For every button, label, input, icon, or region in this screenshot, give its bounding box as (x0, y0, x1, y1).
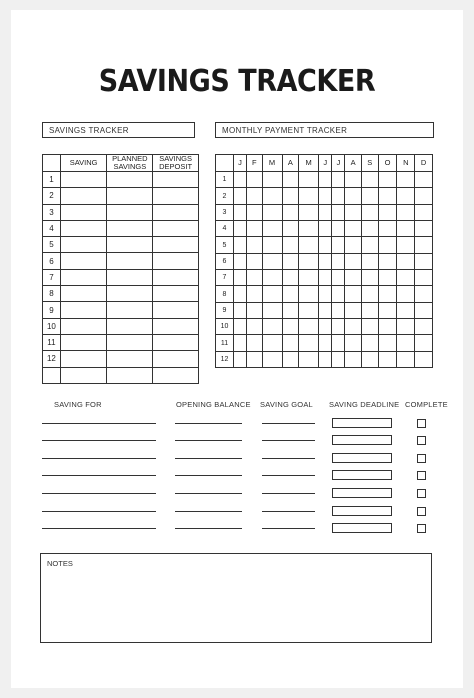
savings-row (43, 286, 199, 302)
payment-cell[interactable] (361, 237, 378, 253)
payment-cell[interactable] (247, 188, 262, 204)
payment-row (216, 270, 433, 286)
complete-checkbox[interactable] (417, 419, 426, 428)
saving-for-line[interactable] (42, 511, 156, 512)
payment-cell[interactable] (319, 253, 332, 269)
row-number-header (216, 155, 234, 172)
savings-row (43, 367, 199, 383)
savings-deposit-cell[interactable] (153, 253, 199, 269)
payment-cell[interactable] (415, 237, 433, 253)
payment-cell[interactable] (319, 237, 332, 253)
payment-cell[interactable] (234, 188, 247, 204)
row-number: 5 (43, 237, 61, 253)
payment-cell[interactable] (345, 188, 362, 204)
payment-cell[interactable] (415, 319, 433, 335)
opening-balance-line[interactable] (175, 511, 242, 512)
payment-cell[interactable] (378, 204, 397, 220)
payment-cell[interactable] (234, 221, 247, 237)
month-header: J (234, 155, 247, 172)
payment-cell[interactable] (282, 335, 299, 351)
opening-balance-label: OPENING BALANCE (176, 400, 251, 409)
payment-cell[interactable] (299, 188, 319, 204)
row-number: 1 (216, 172, 234, 188)
payment-cell[interactable] (262, 319, 282, 335)
payment-cell[interactable] (361, 221, 378, 237)
payment-cell[interactable] (299, 172, 319, 188)
month-header: M (299, 155, 319, 172)
payment-cell[interactable] (378, 270, 397, 286)
payment-cell[interactable] (299, 302, 319, 318)
saving-cell[interactable] (60, 286, 107, 302)
saving-cell[interactable] (60, 334, 107, 350)
savings-deposit-cell[interactable] (153, 188, 199, 204)
payment-row (216, 188, 433, 204)
payment-row (216, 302, 433, 318)
opening-balance-line[interactable] (175, 493, 242, 494)
payment-cell[interactable] (234, 319, 247, 335)
month-header: A (345, 155, 362, 172)
saving-deadline-field[interactable] (332, 488, 392, 498)
savings-row (43, 318, 199, 334)
payment-cell[interactable] (319, 204, 332, 220)
payment-cell[interactable] (378, 302, 397, 318)
payment-row (216, 253, 433, 269)
payment-cell[interactable] (332, 188, 345, 204)
month-header: S (361, 155, 378, 172)
month-header: M (262, 155, 282, 172)
payment-cell[interactable] (282, 319, 299, 335)
savings-table (42, 154, 199, 384)
saving-cell[interactable] (60, 188, 107, 204)
row-number: 2 (43, 188, 61, 204)
saving-for-line[interactable] (42, 423, 156, 424)
planned-savings-header: PLANNED SAVINGS (107, 155, 153, 172)
opening-balance-line[interactable] (175, 423, 242, 424)
payment-cell[interactable] (332, 237, 345, 253)
month-header: J (319, 155, 332, 172)
payment-cell[interactable] (332, 221, 345, 237)
saving-deadline-field[interactable] (332, 418, 392, 428)
payment-cell[interactable] (247, 172, 262, 188)
payment-cell[interactable] (247, 253, 262, 269)
planned-savings-cell[interactable] (107, 367, 153, 383)
payment-cell[interactable] (397, 319, 415, 335)
payment-row (216, 237, 433, 253)
savings-row (43, 220, 199, 236)
payment-cell[interactable] (332, 319, 345, 335)
saving-cell[interactable] (60, 204, 107, 220)
complete-label: COMPLETE (405, 400, 448, 409)
payment-cell[interactable] (361, 351, 378, 367)
payment-cell[interactable] (299, 270, 319, 286)
row-number: 10 (216, 319, 234, 335)
page-title: SAVINGS TRACKER (98, 64, 376, 99)
payment-cell[interactable] (282, 253, 299, 269)
payment-cell[interactable] (415, 188, 433, 204)
payment-cell[interactable] (397, 253, 415, 269)
savings-deposit-cell[interactable] (153, 269, 199, 285)
payment-cell[interactable] (415, 204, 433, 220)
payment-cell[interactable] (378, 351, 397, 367)
savings-deposit-cell[interactable] (153, 334, 199, 350)
payment-cell[interactable] (299, 286, 319, 302)
payment-row (216, 221, 433, 237)
planned-savings-cell[interactable] (107, 253, 153, 269)
row-number: 1 (43, 172, 61, 188)
payment-cell[interactable] (361, 270, 378, 286)
saving-cell[interactable] (60, 269, 107, 285)
savings-row (43, 351, 199, 367)
row-number: 3 (216, 204, 234, 220)
opening-balance-line[interactable] (175, 528, 242, 529)
payment-cell[interactable] (299, 351, 319, 367)
saving-deadline-field[interactable] (332, 470, 392, 480)
payment-cell[interactable] (247, 270, 262, 286)
payment-cell[interactable] (332, 253, 345, 269)
payment-cell[interactable] (361, 172, 378, 188)
payment-cell[interactable] (378, 237, 397, 253)
row-number: 5 (216, 237, 234, 253)
row-number: 2 (216, 188, 234, 204)
row-number: 12 (43, 351, 61, 367)
notes-box[interactable] (40, 553, 432, 643)
savings-row (43, 334, 199, 350)
month-header: D (415, 155, 433, 172)
planned-savings-cell[interactable] (107, 334, 153, 350)
payment-row (216, 286, 433, 302)
planned-savings-cell[interactable] (107, 302, 153, 318)
saving-goal-line[interactable] (262, 475, 315, 476)
payment-cell[interactable] (397, 335, 415, 351)
savings-deposit-cell[interactable] (153, 172, 199, 188)
payment-cell[interactable] (332, 335, 345, 351)
savings-row (43, 172, 199, 188)
row-number: 4 (43, 220, 61, 236)
savings-row (43, 204, 199, 220)
payment-cell[interactable] (299, 221, 319, 237)
savings-deposit-cell[interactable] (153, 302, 199, 318)
payment-cell[interactable] (378, 221, 397, 237)
payment-cell[interactable] (397, 204, 415, 220)
payment-cell[interactable] (332, 302, 345, 318)
saving-goal-line[interactable] (262, 511, 315, 512)
payment-cell[interactable] (247, 335, 262, 351)
payment-cell[interactable] (332, 270, 345, 286)
payment-cell[interactable] (378, 319, 397, 335)
saving-deadline-label: SAVING DEADLINE (329, 400, 400, 409)
payment-cell[interactable] (415, 172, 433, 188)
planned-savings-cell[interactable] (107, 188, 153, 204)
savings-row (43, 237, 199, 253)
saving-deadline-field[interactable] (332, 506, 392, 516)
payment-cell[interactable] (299, 237, 319, 253)
payment-cell[interactable] (361, 204, 378, 220)
payment-cell[interactable] (234, 172, 247, 188)
saving-goal-line[interactable] (262, 528, 315, 529)
payment-cell[interactable] (345, 302, 362, 318)
planned-savings-cell[interactable] (107, 351, 153, 367)
saving-goal-line[interactable] (262, 423, 315, 424)
payment-cell[interactable] (299, 253, 319, 269)
planned-savings-cell[interactable] (107, 318, 153, 334)
complete-checkbox[interactable] (417, 489, 426, 498)
payment-cell[interactable] (319, 351, 332, 367)
payment-cell[interactable] (345, 319, 362, 335)
savings-row (43, 302, 199, 318)
row-number: 3 (43, 204, 61, 220)
payment-cell[interactable] (361, 253, 378, 269)
savings-deposit-cell[interactable] (153, 237, 199, 253)
saving-goal-line[interactable] (262, 440, 315, 441)
planned-savings-cell[interactable] (107, 269, 153, 285)
payment-cell[interactable] (345, 270, 362, 286)
payment-cell[interactable] (282, 172, 299, 188)
row-number: 10 (43, 318, 61, 334)
payment-cell[interactable] (332, 172, 345, 188)
complete-checkbox[interactable] (417, 524, 426, 533)
planned-savings-cell[interactable] (107, 204, 153, 220)
payment-cell[interactable] (415, 286, 433, 302)
payment-cell[interactable] (282, 221, 299, 237)
savings-row (43, 253, 199, 269)
row-number: 11 (43, 334, 61, 350)
payment-cell[interactable] (345, 351, 362, 367)
saving-goal-label: SAVING GOAL (260, 400, 313, 409)
payment-cell[interactable] (332, 204, 345, 220)
row-number: 12 (216, 351, 234, 367)
saving-header: SAVING (60, 155, 107, 172)
payment-cell[interactable] (345, 253, 362, 269)
payment-cell[interactable] (282, 286, 299, 302)
payment-cell[interactable] (378, 286, 397, 302)
saving-for-label: SAVING FOR (54, 400, 102, 409)
payment-cell[interactable] (262, 188, 282, 204)
payment-cell[interactable] (415, 351, 433, 367)
complete-checkbox[interactable] (417, 471, 426, 480)
payment-cell[interactable] (262, 302, 282, 318)
payment-cell[interactable] (397, 237, 415, 253)
payment-cell[interactable] (345, 286, 362, 302)
savings-row (43, 269, 199, 285)
payment-cell[interactable] (345, 237, 362, 253)
payment-cell[interactable] (397, 270, 415, 286)
row-number: 9 (43, 302, 61, 318)
month-header: J (332, 155, 345, 172)
saving-cell[interactable] (60, 367, 107, 383)
saving-cell[interactable] (60, 220, 107, 236)
month-header: O (378, 155, 397, 172)
payment-cell[interactable] (415, 335, 433, 351)
saving-goal-line[interactable] (262, 458, 315, 459)
payment-cell[interactable] (319, 188, 332, 204)
payment-cell[interactable] (262, 172, 282, 188)
savings-row (43, 188, 199, 204)
saving-deadline-field[interactable] (332, 435, 392, 445)
complete-checkbox[interactable] (417, 454, 426, 463)
savings-deposit-cell[interactable] (153, 286, 199, 302)
payment-cell[interactable] (299, 204, 319, 220)
monthly-payment-table (215, 154, 433, 368)
payment-cell[interactable] (361, 335, 378, 351)
complete-checkbox[interactable] (417, 507, 426, 516)
payment-cell[interactable] (262, 221, 282, 237)
saving-for-line[interactable] (42, 493, 156, 494)
row-number (43, 367, 61, 383)
notes-label: NOTES (47, 559, 73, 568)
payment-cell[interactable] (361, 302, 378, 318)
payment-cell[interactable] (345, 172, 362, 188)
payment-cell[interactable] (262, 237, 282, 253)
payment-cell[interactable] (397, 172, 415, 188)
payment-cell[interactable] (299, 335, 319, 351)
saving-cell[interactable] (60, 237, 107, 253)
payment-cell[interactable] (319, 335, 332, 351)
row-number: 8 (43, 286, 61, 302)
payment-cell[interactable] (361, 188, 378, 204)
payment-cell[interactable] (282, 351, 299, 367)
saving-for-line[interactable] (42, 528, 156, 529)
planned-savings-cell[interactable] (107, 286, 153, 302)
row-number: 8 (216, 286, 234, 302)
month-header: N (397, 155, 415, 172)
payment-cell[interactable] (319, 302, 332, 318)
payment-cell[interactable] (234, 204, 247, 220)
savings-tracker-label-box: SAVINGS TRACKER (42, 122, 195, 138)
saving-cell[interactable] (60, 351, 107, 367)
payment-cell[interactable] (262, 270, 282, 286)
saving-deadline-field[interactable] (332, 523, 392, 533)
saving-for-line[interactable] (42, 440, 156, 441)
saving-cell[interactable] (60, 318, 107, 334)
payment-cell[interactable] (234, 302, 247, 318)
payment-cell[interactable] (332, 351, 345, 367)
payment-cell[interactable] (299, 319, 319, 335)
savings-deposit-cell[interactable] (153, 318, 199, 334)
row-number: 4 (216, 221, 234, 237)
payment-cell[interactable] (247, 302, 262, 318)
payment-cell[interactable] (397, 188, 415, 204)
payment-row (216, 335, 433, 351)
saving-cell[interactable] (60, 302, 107, 318)
payment-row (216, 204, 433, 220)
opening-balance-line[interactable] (175, 440, 242, 441)
opening-balance-line[interactable] (175, 458, 242, 459)
payment-cell[interactable] (345, 221, 362, 237)
savings-deposit-cell[interactable] (153, 220, 199, 236)
payment-cell[interactable] (282, 237, 299, 253)
row-number: 11 (216, 335, 234, 351)
planned-savings-cell[interactable] (107, 220, 153, 236)
payment-cell[interactable] (415, 270, 433, 286)
payment-cell[interactable] (319, 319, 332, 335)
payment-cell[interactable] (319, 286, 332, 302)
payment-row (216, 351, 433, 367)
month-header: A (282, 155, 299, 172)
payment-cell[interactable] (361, 286, 378, 302)
row-number: 9 (216, 302, 234, 318)
payment-cell[interactable] (319, 270, 332, 286)
row-number: 7 (43, 269, 61, 285)
payment-cell[interactable] (247, 351, 262, 367)
payment-cell[interactable] (234, 351, 247, 367)
complete-checkbox[interactable] (417, 436, 426, 445)
payment-cell[interactable] (345, 204, 362, 220)
payment-cell[interactable] (262, 204, 282, 220)
payment-cell[interactable] (282, 188, 299, 204)
planned-savings-cell[interactable] (107, 172, 153, 188)
saving-for-line[interactable] (42, 475, 156, 476)
saving-deadline-field[interactable] (332, 453, 392, 463)
payment-cell[interactable] (378, 335, 397, 351)
payment-cell[interactable] (345, 335, 362, 351)
payment-cell[interactable] (282, 270, 299, 286)
payment-cell[interactable] (397, 302, 415, 318)
payment-cell[interactable] (234, 253, 247, 269)
payment-cell[interactable] (378, 253, 397, 269)
payment-cell[interactable] (262, 351, 282, 367)
payment-cell[interactable] (397, 221, 415, 237)
savings-deposit-header: SAVINGS DEPOSIT (153, 155, 199, 172)
payment-cell[interactable] (319, 221, 332, 237)
payment-cell[interactable] (234, 335, 247, 351)
savings-deposit-cell[interactable] (153, 367, 199, 383)
payment-cell[interactable] (282, 302, 299, 318)
payment-cell[interactable] (234, 237, 247, 253)
payment-cell[interactable] (247, 221, 262, 237)
payment-cell[interactable] (234, 286, 247, 302)
payment-cell[interactable] (247, 204, 262, 220)
payment-cell[interactable] (262, 335, 282, 351)
payment-cell[interactable] (332, 286, 345, 302)
monthly-payment-tracker-label-box: MONTHLY PAYMENT TRACKER (215, 122, 434, 138)
payment-row (216, 319, 433, 335)
row-number: 6 (43, 253, 61, 269)
payment-cell[interactable] (415, 221, 433, 237)
savings-deposit-cell[interactable] (153, 204, 199, 220)
row-number: 7 (216, 270, 234, 286)
payment-cell[interactable] (397, 351, 415, 367)
payment-cell[interactable] (415, 253, 433, 269)
payment-cell[interactable] (378, 172, 397, 188)
payment-cell[interactable] (397, 286, 415, 302)
payment-cell[interactable] (415, 302, 433, 318)
opening-balance-line[interactable] (175, 475, 242, 476)
saving-goal-line[interactable] (262, 493, 315, 494)
saving-cell[interactable] (60, 172, 107, 188)
payment-cell[interactable] (234, 270, 247, 286)
payment-cell[interactable] (262, 286, 282, 302)
savings-deposit-cell[interactable] (153, 351, 199, 367)
payment-cell[interactable] (282, 204, 299, 220)
payment-cell[interactable] (247, 286, 262, 302)
month-header: F (247, 155, 262, 172)
payment-cell[interactable] (262, 253, 282, 269)
row-number-header (43, 155, 61, 172)
saving-for-line[interactable] (42, 458, 156, 459)
payment-row (216, 172, 433, 188)
payment-cell[interactable] (247, 237, 262, 253)
saving-cell[interactable] (60, 253, 107, 269)
row-number: 6 (216, 253, 234, 269)
payment-cell[interactable] (361, 319, 378, 335)
payment-cell[interactable] (247, 319, 262, 335)
payment-cell[interactable] (319, 172, 332, 188)
planned-savings-cell[interactable] (107, 237, 153, 253)
payment-cell[interactable] (378, 188, 397, 204)
